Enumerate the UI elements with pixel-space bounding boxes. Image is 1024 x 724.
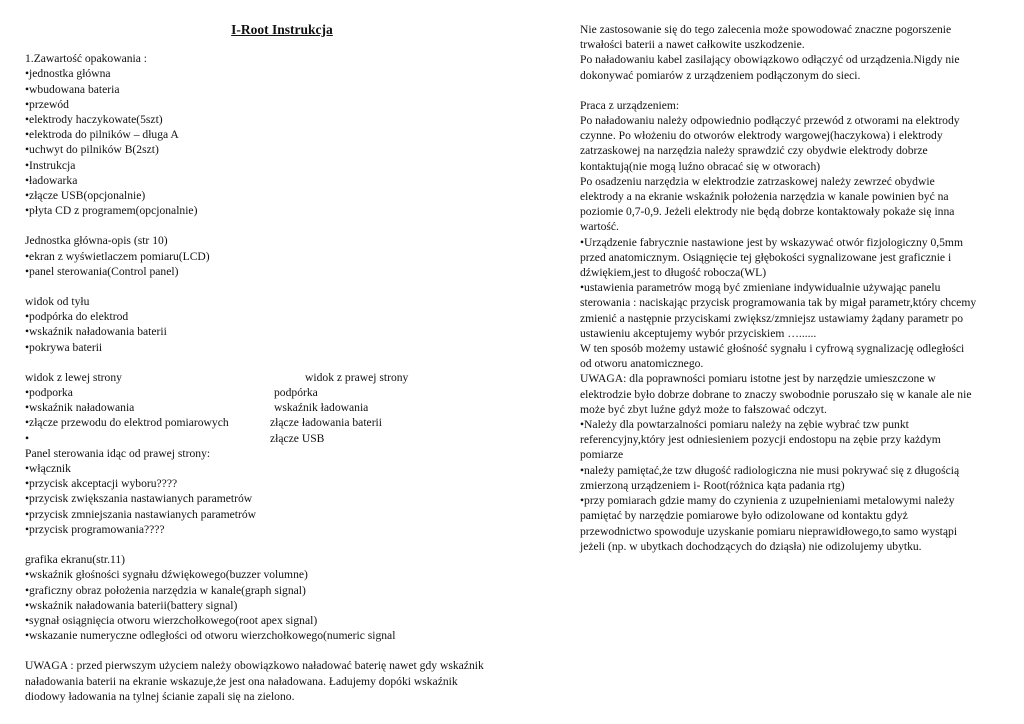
paragraph-line: od otworu anatomicznego.: [580, 357, 704, 371]
list-item: •panel sterowania(Control panel): [25, 264, 179, 278]
paragraph-line: Po naładowaniu należy odpowiednio podłączyć przewód z otworami na elektrody: [580, 114, 960, 128]
right-side-text: wskaźnik ładowania: [274, 401, 369, 415]
list-item: •ekran z wyświetlaczem pomiaru(LCD): [25, 249, 210, 263]
list-item: •włącznik: [25, 462, 71, 476]
paragraph-line: pamiętać by narzędzie pomiarowe było odizolowane od kontaktu gdyż: [580, 509, 908, 523]
paragraph-line: czynne. Po włożeniu do otworów elektrody wargowej(haczykowa) i elektrody: [580, 129, 943, 143]
list-item: •wskaźnik naładowania baterii(battery signal): [25, 598, 238, 612]
paragraph-line: UWAGA: dla poprawności pomiaru istotne jest by narzędzie umieszczone w: [580, 372, 936, 386]
side-view-row: [25, 415, 515, 430]
section-screen-graphics: [25, 552, 515, 643]
paragraph-line: Nie zastosowanie się do tego zalecenia może spowodować znaczne pogorszenie: [580, 23, 952, 36]
paragraph-line: Po naładowaniu kabel zasilający obowiązkowo odłączyć od urządzenia.Nigdy nie: [580, 53, 960, 67]
side-view-row: [25, 385, 515, 400]
list-item: •ładowarka: [25, 173, 78, 187]
list-item: •płyta CD z programem(opcjonalnie): [25, 204, 198, 218]
section-side-views: [25, 370, 515, 446]
section-control-panel: [25, 446, 515, 537]
paragraph-line: zatrzaskowej na narzędzia należy sprawdzić czy obydwie elektrody dobrze: [580, 144, 928, 158]
section-warning-battery: [25, 658, 515, 704]
paragraph-line: •ustawienia parametrów mogą być zmieniane indywidualnie używając panelu: [580, 281, 941, 295]
paragraph-line: referencyjny,który jest odniesieniem pozycji endostopu na zębie przy każdym: [580, 433, 941, 447]
paragraph-line: ustawieniu akceptujemy wybór przyciskiem …......: [580, 326, 817, 340]
left-side-text: widok z lewej strony: [25, 370, 122, 384]
list-item: •wbudowana bateria: [25, 82, 120, 96]
list-item: •jednostka główna: [25, 67, 111, 81]
paragraph-line: Praca z urządzeniem:: [580, 98, 680, 112]
list-item: •wskazanie numeryczne odległości od otworu wierzchołkowego(numeric signal: [25, 629, 396, 643]
list-item: •elektrody haczykowate(5szt): [25, 113, 163, 127]
paragraph-line: •Należy dla powtarzalności pomiaru należy na zębie wybrać tzw punkt: [580, 418, 909, 432]
list-item: •wskaźnik naładowania baterii: [25, 325, 167, 339]
left-side-text: •wskaźnik naładowania: [25, 401, 135, 415]
document-title: I-Root Instrukcja: [231, 22, 333, 37]
paragraph-line: W ten sposób możemy ustawić głośność sygnału i cyfrową sygnalizację odległości: [580, 342, 965, 356]
left-side-text: •złącze przewodu do elektrod pomiarowych: [25, 416, 229, 430]
left-column: [25, 22, 515, 704]
paragraph-line: •Urządzenie fabrycznie nastawione jest by wskazywać otwór fizjologiczny 0,5mm: [580, 235, 963, 249]
paragraph-line: zmierzoną urządzeniem i- Root(różnica kąta padania rtg): [580, 478, 845, 492]
right-side-text: widok z prawej strony: [305, 370, 409, 384]
paragraph-line: kontaktują(nie mogą luźno obracać się w otworach): [580, 159, 821, 173]
paragraph-battery-care: [580, 22, 1000, 83]
left-side-text: •podporka: [25, 386, 73, 400]
list-item: •przycisk programowania????: [25, 522, 165, 536]
paragraph-line: przewodnictwo spowoduje uzyskanie pomiaru nieprawidłowego,to samo wystąpi: [580, 524, 958, 538]
paragraph-line: pomiarze: [580, 448, 624, 462]
section-heading: Panel sterowania idąc od prawej strony:: [25, 446, 211, 460]
side-view-row: [25, 431, 515, 446]
paragraph-line: sterowania : naciskając przycisk programowania tak by migał parametr,który chcemy: [580, 296, 977, 310]
section-heading: Jednostka główna-opis (str 10): [25, 234, 168, 248]
list-item: •wskaźnik głośności sygnału dźwiękowego(buzzer volumne): [25, 568, 308, 582]
list-item: •przewód: [25, 97, 69, 111]
section-heading: widok od tyłu: [25, 295, 90, 309]
list-item: •graficzny obraz położenia narzędzia w kanale(graph signal): [25, 583, 306, 597]
paragraph-line: •należy pamiętać,że tzw długość radiologiczna nie musi pokrywać się z długością: [580, 463, 960, 477]
paragraph-line: •przy pomiarach gdzie mamy do czynienia z uzupełnieniami metalowymi należy: [580, 494, 955, 508]
paragraph-line: wartość.: [580, 220, 619, 234]
right-side-text: złącze USB: [270, 431, 325, 445]
paragraph-line: elektrodzie było dobrze dobrane to znaczy swobodnie poruszało się w kanale ale nie: [580, 387, 972, 401]
paragraph-line: jeżeli (np. w ubytkach dochodzących do dziąsła) nie odizolujemy ubytku.: [580, 539, 922, 553]
list-item: •elektroda do pilników – długa A: [25, 128, 179, 142]
section-main-unit: [25, 233, 515, 279]
list-item: •Instrukcja: [25, 158, 76, 172]
paragraph-line: może być zbyt luźne gdyż może to fałszować odczyt.: [580, 402, 827, 416]
list-item: •przycisk zwiększania nastawianych parametrów: [25, 492, 253, 506]
section-heading: 1.Zawartość opakowania :: [25, 52, 148, 66]
paragraph-line: zmienić a następnie przyciskami zwiększ/zmniejsz ustawiamy żądany parametr po: [580, 311, 964, 325]
side-view-row: [25, 400, 515, 415]
right-side-text: podpórka: [274, 386, 318, 400]
paragraph-line: dźwiękiem,jest to długość robocza(WL): [580, 266, 767, 280]
list-item: •podpórka do elektrod: [25, 310, 129, 324]
list-item: •przycisk zmniejszania nastawianych parametrów: [25, 507, 257, 521]
side-view-row: [25, 370, 515, 385]
list-item: •sygnał osiągnięcia otworu wierzchołkowego(root apex signal): [25, 613, 318, 627]
paragraph-line: UWAGA : przed pierwszym użyciem należy obowiązkowo naładować baterię nawet gdy wskaźnik: [25, 659, 484, 673]
paragraph-line: dokonywać pomiarów z urządzeniem podłączonym do sieci.: [580, 68, 861, 82]
paragraph-working-with-device: [580, 98, 1000, 554]
list-item: •uchwyt do pilników B(2szt): [25, 143, 159, 157]
list-item: •pokrywa baterii: [25, 340, 103, 354]
paragraph-line: trwałości baterii a nawet całkowite uszkodzenie.: [580, 38, 805, 52]
right-side-text: złącze ładowania baterii: [270, 416, 383, 430]
list-item: •przycisk akceptacji wyboru????: [25, 477, 178, 491]
paragraph-line: poziomie 0,7-0,9. Jeżeli elektrody nie będą dobrze kontaktowały pokaże się inna: [580, 205, 955, 219]
list-item: •złącze USB(opcjonalnie): [25, 189, 146, 203]
paragraph-line: naładowania baterii na ekranie wskazuje,że jest ona naładowana. Ładujemy dopóki wskaźnik: [25, 674, 458, 688]
section-package-contents: [25, 51, 515, 218]
paragraph-line: diodowy ładowania na tylnej ścianie zapali się na zielono.: [25, 689, 295, 703]
section-heading: grafika ekranu(str.11): [25, 553, 126, 567]
paragraph-line: przed anatomicznym. Osiągnięcie tej głębokości sygnalizowane jest graficznie i: [580, 250, 952, 264]
paragraph-line: elektrody a na ekranie wskaźnik położenia narzędzia w kanale powinien być na: [580, 190, 949, 204]
right-column: [580, 22, 1000, 554]
paragraph-line: Po osadzeniu narzędzia w elektrodzie zatrzaskowej należy zewrzeć obydwie: [580, 174, 935, 188]
section-rear-view: [25, 294, 515, 355]
left-side-text: •: [25, 431, 30, 445]
